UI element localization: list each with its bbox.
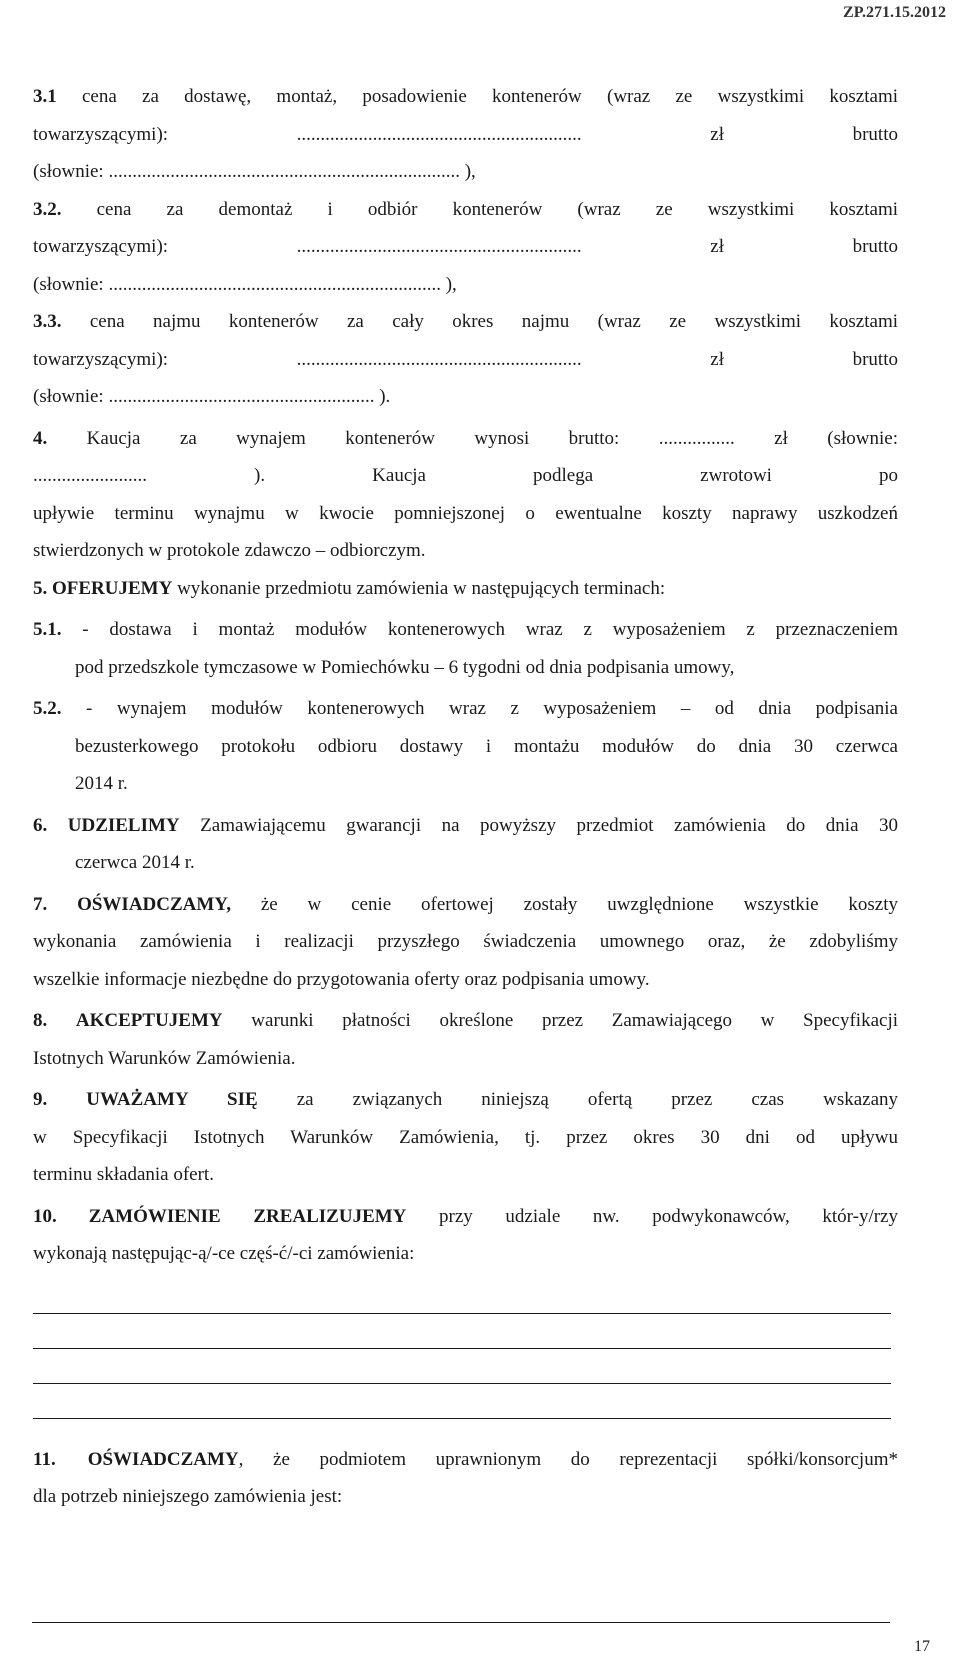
item-6 xyxy=(33,807,898,882)
item-text: dla potrzeb niniejszego zamówienia jest: xyxy=(33,1486,343,1507)
item-text: czerwca 2014 r. xyxy=(75,852,195,873)
item-text: stwierdzonych w protokole zdawczo – odbiorczym. xyxy=(33,540,426,561)
item-3-2 xyxy=(33,191,898,304)
item-4 xyxy=(33,420,898,570)
item-number: 5.2. xyxy=(33,698,62,719)
item-number: 3.2. xyxy=(33,198,62,220)
item-number: 3.3. xyxy=(33,311,62,332)
item-keyword: OŚWIADCZAMY, xyxy=(77,893,232,915)
item-8 xyxy=(33,1002,898,1077)
item-text: cena najmu kontenerów za cały okres najmu (wraz ze wszystkimi kosztami xyxy=(89,311,898,332)
blank-line[interactable] xyxy=(33,1314,891,1349)
item-number: 3.1 xyxy=(33,86,57,107)
item-text: Zamawiającemu gwarancji na powyższy przedmiot zamówienia do dnia 30 xyxy=(200,814,898,836)
item-9 xyxy=(33,1081,898,1194)
item-10 xyxy=(33,1198,898,1273)
item-text: Kaucja za wynajem kontenerów wynosi brutto: ................ zł (słownie: xyxy=(86,427,898,449)
item-text: terminu składania ofert. xyxy=(33,1164,214,1185)
item-text: towarzyszącymi): ............................................................ zł brutto xyxy=(33,123,898,145)
item-7 xyxy=(33,886,898,999)
item-text: wykonają następując-ą/-ce częś-ć/-ci zamówienia: xyxy=(33,1243,415,1264)
blank-line[interactable] xyxy=(33,1349,891,1384)
item-text: 2014 r. xyxy=(75,773,128,794)
item-keyword: UWAŻAMY SIĘ xyxy=(86,1089,258,1110)
item-text: cena za dostawę, montaż, posadowienie kontenerów (wraz ze wszystkimi kosztami xyxy=(82,86,898,107)
item-keyword: AKCEPTUJEMY xyxy=(75,1010,223,1031)
document-body xyxy=(33,78,898,1516)
blank-line[interactable] xyxy=(33,1279,891,1314)
item-text: (słownie: ...................................................................... ), xyxy=(33,273,457,295)
item-text: w Specyfikacji Istotnych Warunków Zamówienia, tj. przez okres 30 dni od upływu xyxy=(33,1126,898,1148)
blank-line[interactable] xyxy=(33,1384,891,1419)
item-number: 9. xyxy=(33,1089,48,1110)
item-text: wykonania zamówienia i realizacji przyszłego świadczenia umownego oraz, że zdobyliśmy xyxy=(33,931,898,952)
footer-divider xyxy=(32,1622,890,1623)
item-text: przy udziale nw. podwykonawców, któr-y/rzy xyxy=(439,1205,898,1227)
subcontractor-lines xyxy=(33,1279,898,1419)
item-number: 10. xyxy=(33,1205,57,1227)
item-text: towarzyszącymi): ............................................................ zł brutto xyxy=(33,348,898,370)
document-reference: ZP.271.15.2012 xyxy=(843,4,946,21)
item-text: pod przedszkole tymczasowe w Pomiechówku – 6 tygodni od dnia podpisania umowy, xyxy=(75,656,735,678)
item-number: 4. xyxy=(33,427,48,449)
item-text: (słownie: .......................................................................... ), xyxy=(33,161,476,182)
item-number: 5. xyxy=(33,577,48,599)
item-number: 6. xyxy=(33,814,48,836)
item-text: ........................ ). Kaucja podlega zwrotowi po xyxy=(33,465,898,486)
item-text: - dostawa i montaż modułów kontenerowych wraz z wyposażeniem z przeznaczeniem xyxy=(82,619,898,640)
item-text: wykonanie przedmiotu zamówienia w następujących terminach: xyxy=(177,577,666,599)
item-text: że w cenie ofertowej zostały uwzględnione wszystkie koszty xyxy=(260,893,899,915)
item-5-2 xyxy=(33,690,898,803)
item-text: (słownie: ........................................................ ). xyxy=(33,386,391,407)
item-text: cena za demontaż i odbiór kontenerów (wraz ze wszystkimi kosztami xyxy=(96,198,899,220)
item-11 xyxy=(33,1441,898,1516)
item-text: towarzyszącymi): ............................................................ zł brutto xyxy=(33,236,898,257)
item-number: 8. xyxy=(33,1010,48,1031)
item-text: Istotnych Warunków Zamówienia. xyxy=(33,1047,296,1069)
item-5-1 xyxy=(33,611,898,686)
item-text: upływie terminu wynajmu w kwocie pomniejszonej o ewentualne koszty naprawy uszkodzeń xyxy=(33,502,898,524)
item-text: - wynajem modułów kontenerowych wraz z wyposażeniem – od dnia podpisania xyxy=(86,698,898,719)
item-keyword: OŚWIADCZAMY xyxy=(87,1448,239,1470)
item-keyword: ZAMÓWIENIE ZREALIZUJEMY xyxy=(88,1205,407,1227)
item-keyword: OFERUJEMY xyxy=(52,577,173,599)
item-number: 7. xyxy=(33,893,48,915)
item-number: 5.1. xyxy=(33,619,62,640)
item-text: warunki płatności określone przez Zamawiającego w Specyfikacji xyxy=(251,1010,899,1031)
item-number: 11. xyxy=(33,1448,56,1470)
item-text: za związanych niniejszą ofertą przez czas wskazany xyxy=(296,1089,899,1110)
item-3-3 xyxy=(33,303,898,416)
page-number: 17 xyxy=(914,1638,930,1655)
item-text: , że podmiotem uprawnionym do reprezentacji spółki/konsorcjum* xyxy=(238,1448,898,1470)
item-5 xyxy=(33,570,898,608)
item-keyword: UDZIELIMY xyxy=(67,814,180,836)
item-3-1 xyxy=(33,78,898,191)
item-text: bezusterkowego protokołu odbioru dostawy i montażu modułów do dnia 30 czerwca xyxy=(75,735,898,757)
item-text: wszelkie informacje niezbędne do przygotowania oferty oraz podpisania umowy. xyxy=(33,968,650,990)
